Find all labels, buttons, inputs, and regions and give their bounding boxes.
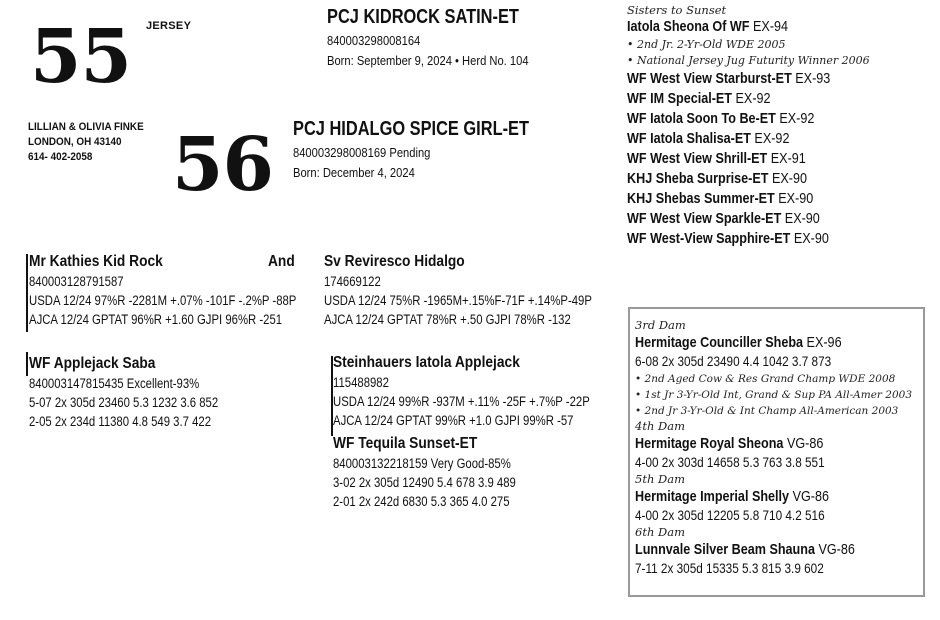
and-label: And <box>268 253 295 270</box>
mgs-ajca: AJCA 12/24 GPTAT 99%R +1.0 GJPI 99%R -57 <box>333 413 574 428</box>
lot2-born: Born: December 4, 2024 <box>293 165 415 180</box>
granddam-record-2: 2-01 2x 242d 6830 5.3 365 4.0 275 <box>333 494 510 509</box>
sister-row <box>627 69 831 89</box>
sister-score: EX-90 <box>784 210 820 227</box>
sire2-block <box>324 252 643 329</box>
sire-bracket <box>26 254 28 332</box>
ancestor-name: Hermitage Imperial Shelly <box>635 488 790 505</box>
ancestor-note: • 1st Jr 3-Yr-Old Int, Grand & Sup PA All-Amer 2003 <box>635 389 913 401</box>
dam-record-2: 2-05 2x 234d 11380 4.8 549 3.7 422 <box>29 414 212 429</box>
sister-name: WF West-View Sapphire-ET <box>627 230 791 247</box>
sister-row <box>627 129 831 149</box>
sister-row <box>627 149 831 169</box>
sister-row <box>627 189 831 209</box>
ancestor-score: VG-86 <box>786 435 824 452</box>
dam-generation-label: 3rd Dam <box>635 318 686 332</box>
dam-bracket <box>26 352 28 376</box>
sister-first <box>627 17 831 37</box>
sire-name: Mr Kathies Kid Rock <box>29 253 163 270</box>
owner-name: LILLIAN & OLIVIA FINKE <box>28 121 144 133</box>
ancestor-name: Hermitage Royal Sheona <box>635 435 784 452</box>
ancestor-record: 6-08 2x 305d 23490 4.4 1042 3.7 873 <box>635 353 832 369</box>
dam-generation-name <box>635 487 868 506</box>
ancestor-name: Hermitage Counciller Sheba <box>635 334 804 351</box>
sister-score: EX-92 <box>779 110 815 127</box>
sister-first-name: Iatola Sheona Of WF <box>627 18 750 35</box>
dam-generation-label: 6th Dam <box>635 525 685 539</box>
lot1-block <box>327 6 561 71</box>
sister-score: EX-91 <box>770 150 806 167</box>
sisters-heading: Sisters to Sunset <box>627 3 727 17</box>
owner-city: LONDON, OH 43140 <box>28 136 122 148</box>
sister-row <box>627 109 831 129</box>
sister-score: EX-93 <box>795 70 831 87</box>
ancestor-record: 7-11 2x 305d 15335 5.3 815 3.9 602 <box>635 560 824 576</box>
sister-name: KHJ Shebas Summer-ET <box>627 190 775 207</box>
sire2-usda: USDA 12/24 75%R -1965M+.15%F-71F +.14%P-49P <box>324 293 592 308</box>
owner-phone: 614- 402-2058 <box>28 151 93 163</box>
dam-name: WF Applejack Saba <box>29 355 156 372</box>
ancestor-record: 4-00 2x 303d 14658 5.3 763 3.8 551 <box>635 454 825 470</box>
owner-block <box>28 120 157 165</box>
sister-name: WF West View Sparkle-ET <box>627 210 782 227</box>
sisters-block <box>627 3 870 249</box>
lot2-reg: 840003298008169 Pending <box>293 145 431 160</box>
sister-name: WF Iatola Soon To Be-ET <box>627 110 776 127</box>
dam-generation-label: 4th Dam <box>635 419 685 433</box>
ancestor-score: VG-86 <box>818 541 855 558</box>
lot-number-56: 56 <box>172 122 273 208</box>
mgs-usda: USDA 12/24 99%R -937M +.11% -25F +.7%P -22P <box>333 394 590 409</box>
dam-block <box>29 354 254 431</box>
lot-number-55: 55 <box>30 14 131 100</box>
granddam-block <box>333 434 551 511</box>
sister-name: WF IM Special-ET <box>627 90 733 107</box>
sire-reg: 840003128791587 <box>29 274 124 289</box>
ancestor-note: • 2nd Aged Cow & Res Grand Champ WDE 2008 <box>635 373 896 385</box>
mgs-reg: 115488982 <box>333 375 389 390</box>
ancestor-score: VG-86 <box>792 488 829 505</box>
dam-record-1: 5-07 2x 305d 23460 5.3 1232 3.6 852 <box>29 395 219 410</box>
sire-usda: USDA 12/24 97%R -2281M +.07% -101F -.2%P -88P <box>29 293 297 308</box>
sister-score: EX-90 <box>778 190 814 207</box>
sister-note: • 2nd Jr. 2-Yr-Old WDE 2005 <box>627 38 786 51</box>
lot2-name: PCJ HIDALGO SPICE GIRL-ET <box>293 118 530 140</box>
sire2-reg: 174669122 <box>324 274 381 289</box>
ancestor-record: 4-00 2x 305d 12205 5.8 710 4.2 516 <box>635 507 825 523</box>
sister-score: EX-92 <box>754 130 790 147</box>
sister-name: WF Iatola Shalisa-ET <box>627 130 751 147</box>
sister-name: WF West View Shrill-ET <box>627 150 768 167</box>
dam-generation-name <box>635 434 868 453</box>
dam-generation-label: 5th Dam <box>635 472 685 486</box>
sister-score: EX-90 <box>771 170 807 187</box>
sister-row <box>627 169 831 189</box>
sister-name: WF West View Starburst-ET <box>627 70 792 87</box>
dam-generation-name <box>635 333 868 352</box>
ancestor-score: EX-96 <box>806 334 842 351</box>
sister-note: • National Jersey Jug Futurity Winner 2006 <box>627 54 870 67</box>
sire-ajca: AJCA 12/24 GPTAT 96%R +1.60 GJPI 96%R -251 <box>29 312 283 327</box>
lot1-reg: 840003298008164 <box>327 33 421 48</box>
dam-reg: 840003147815435 Excellent-93% <box>29 376 200 391</box>
granddam-reg: 840003132218159 Very Good-85% <box>333 456 511 471</box>
sister-score: EX-92 <box>735 90 771 107</box>
mgs-block <box>333 353 639 430</box>
sister-row <box>627 89 831 109</box>
ancestor-name: Lunnvale Silver Beam Shauna <box>635 541 815 558</box>
sire-block <box>29 252 347 329</box>
lot1-born: Born: September 9, 2024 • Herd No. 104 <box>327 53 529 68</box>
dam-lineage-list <box>635 318 912 578</box>
ancestor-note: • 2nd Jr 3-Yr-Old & Int Champ All-American 2003 <box>635 405 899 417</box>
mgs-name: Steinhauers Iatola Applejack <box>333 354 520 371</box>
lot2-block <box>293 118 581 183</box>
sister-score: EX-90 <box>793 230 829 247</box>
breed-label: JERSEY <box>146 20 192 32</box>
granddam-record-1: 3-02 2x 305d 12490 5.4 678 3.9 489 <box>333 475 516 490</box>
granddam-name: WF Tequila Sunset-ET <box>333 435 478 452</box>
sister-first-score: EX-94 <box>753 18 789 35</box>
sire2-ajca: AJCA 12/24 GPTAT 78%R +.50 GJPI 78%R -132 <box>324 312 571 327</box>
sister-name: KHJ Sheba Surprise-ET <box>627 170 769 187</box>
sister-row <box>627 229 831 249</box>
dam-generation-name <box>635 540 868 559</box>
dam-lineage-box <box>628 307 925 597</box>
sire2-name: Sv Reviresco Hidalgo <box>324 253 465 270</box>
lot1-name: PCJ KIDROCK SATIN-ET <box>327 6 519 28</box>
sister-row <box>627 209 831 229</box>
